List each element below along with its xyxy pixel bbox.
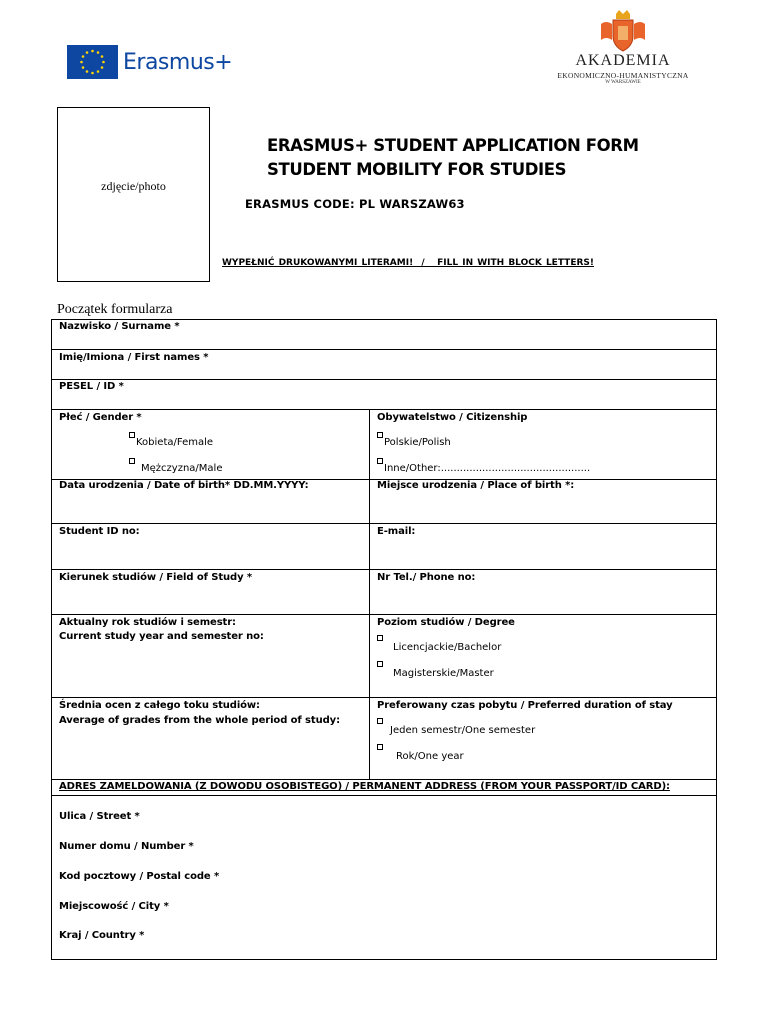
form-start-label: Początek formularza	[57, 302, 173, 317]
street-label[interactable]: Ulica / Street *	[59, 811, 140, 822]
place-of-birth-label: Miejsce urodzenia / Place of birth *:	[377, 480, 575, 491]
date-of-birth-cell[interactable]	[52, 480, 370, 523]
female-option: Kobieta/Female	[136, 437, 214, 448]
other-citizenship-checkbox[interactable]	[377, 458, 383, 464]
house-number-label[interactable]: Numer domu / Number *	[59, 841, 194, 852]
grades-duration-row	[52, 698, 716, 780]
other-citizenship-option[interactable]: Inne/Other:...............................................	[384, 463, 591, 474]
female-checkbox[interactable]	[129, 432, 135, 438]
phone-label: Nr Tel./ Phone no:	[377, 572, 476, 583]
polish-checkbox[interactable]	[377, 432, 383, 438]
bachelor-checkbox[interactable]	[377, 635, 383, 641]
bachelor-option: Licencjackie/Bachelor	[393, 642, 502, 653]
city-label[interactable]: Miejscowość / City *	[59, 901, 169, 912]
study-year-label-pl: Aktualny rok studiów i semestr:	[59, 617, 236, 628]
first-names-label: Imię/Imiona / First names *	[59, 352, 209, 363]
grades-cell[interactable]	[52, 698, 370, 779]
birth-row	[52, 480, 716, 524]
study-year-cell[interactable]	[52, 615, 370, 697]
one-semester-option: Jeden semestr/One semester	[390, 725, 536, 736]
surname-label: Nazwisko / Surname *	[59, 321, 180, 332]
grades-label-en: Average of grades from the whole period of study:	[59, 715, 340, 726]
form-title	[267, 134, 639, 182]
title-line-2: STUDENT MOBILITY FOR STUDIES	[267, 160, 567, 179]
surname-row[interactable]	[52, 320, 716, 350]
phone-cell[interactable]	[370, 570, 716, 614]
address-header-row	[52, 780, 716, 796]
one-year-option: Rok/One year	[396, 751, 464, 762]
student-id-cell[interactable]	[52, 524, 370, 569]
email-label: E-mail:	[377, 526, 416, 537]
place-of-birth-cell[interactable]	[370, 480, 716, 523]
duration-cell	[370, 698, 716, 779]
akademia-name: AKADEMIA	[575, 52, 671, 69]
address-header: ADRES ZAMELDOWANIA (Z DOWODU OSOBISTEGO) / PERMANENT ADDRESS (FROM YOUR PASSPORT/ID CARD):	[59, 781, 670, 792]
grades-label-pl: Średnia ocen z całego toku studiów:	[59, 700, 260, 711]
citizenship-label: Obywatelstwo / Citizenship	[377, 412, 528, 423]
country-label[interactable]: Kraj / Country *	[59, 930, 145, 941]
student-id-label: Student ID no:	[59, 526, 140, 537]
erasmus-code: ERASMUS CODE: PL WARSZAW63	[245, 197, 465, 211]
pesel-label: PESEL / ID *	[59, 381, 124, 392]
date-of-birth-label: Data urodzenia / Date of birth* DD.MM.YYYY:	[59, 480, 309, 491]
email-cell[interactable]	[370, 524, 716, 569]
first-names-row[interactable]	[52, 350, 716, 380]
eu-flag-icon	[67, 45, 118, 79]
field-of-study-label: Kierunek studiów / Field of Study *	[59, 572, 253, 583]
akademia-city: W WARSZAWIE	[605, 80, 641, 85]
erasmus-logo	[67, 45, 232, 79]
one-semester-checkbox[interactable]	[377, 718, 383, 724]
gender-cell	[52, 410, 370, 479]
postal-code-label[interactable]: Kod pocztowy / Postal code *	[59, 871, 220, 882]
id-email-row	[52, 524, 716, 570]
photo-label: zdjęcie/photo	[101, 179, 166, 193]
akademia-logo	[538, 8, 708, 84]
gender-citizenship-row	[52, 410, 716, 480]
study-year-label-en: Current study year and semester no:	[59, 631, 264, 642]
photo-box[interactable]	[57, 107, 210, 282]
pesel-row[interactable]	[52, 380, 716, 410]
degree-cell	[370, 615, 716, 697]
master-option: Magisterskie/Master	[393, 668, 494, 679]
title-line-1: ERASMUS+ STUDENT APPLICATION FORM	[267, 136, 639, 155]
year-degree-row	[52, 615, 716, 698]
one-year-checkbox[interactable]	[377, 744, 383, 750]
male-option: Mężczyzna/Male	[141, 463, 223, 474]
block-letters-instruction: WYPEŁNIĆ DRUKOWANYMI LITERAMI! / FILL IN WITH BLOCK LETTERS!	[222, 258, 594, 268]
field-of-study-cell[interactable]	[52, 570, 370, 614]
akademia-subtitle: EKONOMICZNO-HUMANISTYCZNA	[557, 71, 689, 80]
polish-option: Polskie/Polish	[384, 437, 451, 448]
citizenship-cell	[370, 410, 716, 479]
gender-label: Płeć / Gender *	[59, 412, 142, 423]
crest-icon	[598, 10, 648, 52]
degree-label: Poziom studiów / Degree	[377, 617, 515, 628]
field-phone-row	[52, 570, 716, 615]
erasmus-logo-text: Erasmus+	[123, 49, 233, 75]
duration-label: Preferowany czas pobytu / Preferred duration of stay	[377, 700, 673, 711]
application-form-table	[51, 319, 717, 960]
master-checkbox[interactable]	[377, 661, 383, 667]
address-fields-row	[52, 796, 716, 959]
male-checkbox[interactable]	[129, 458, 135, 464]
